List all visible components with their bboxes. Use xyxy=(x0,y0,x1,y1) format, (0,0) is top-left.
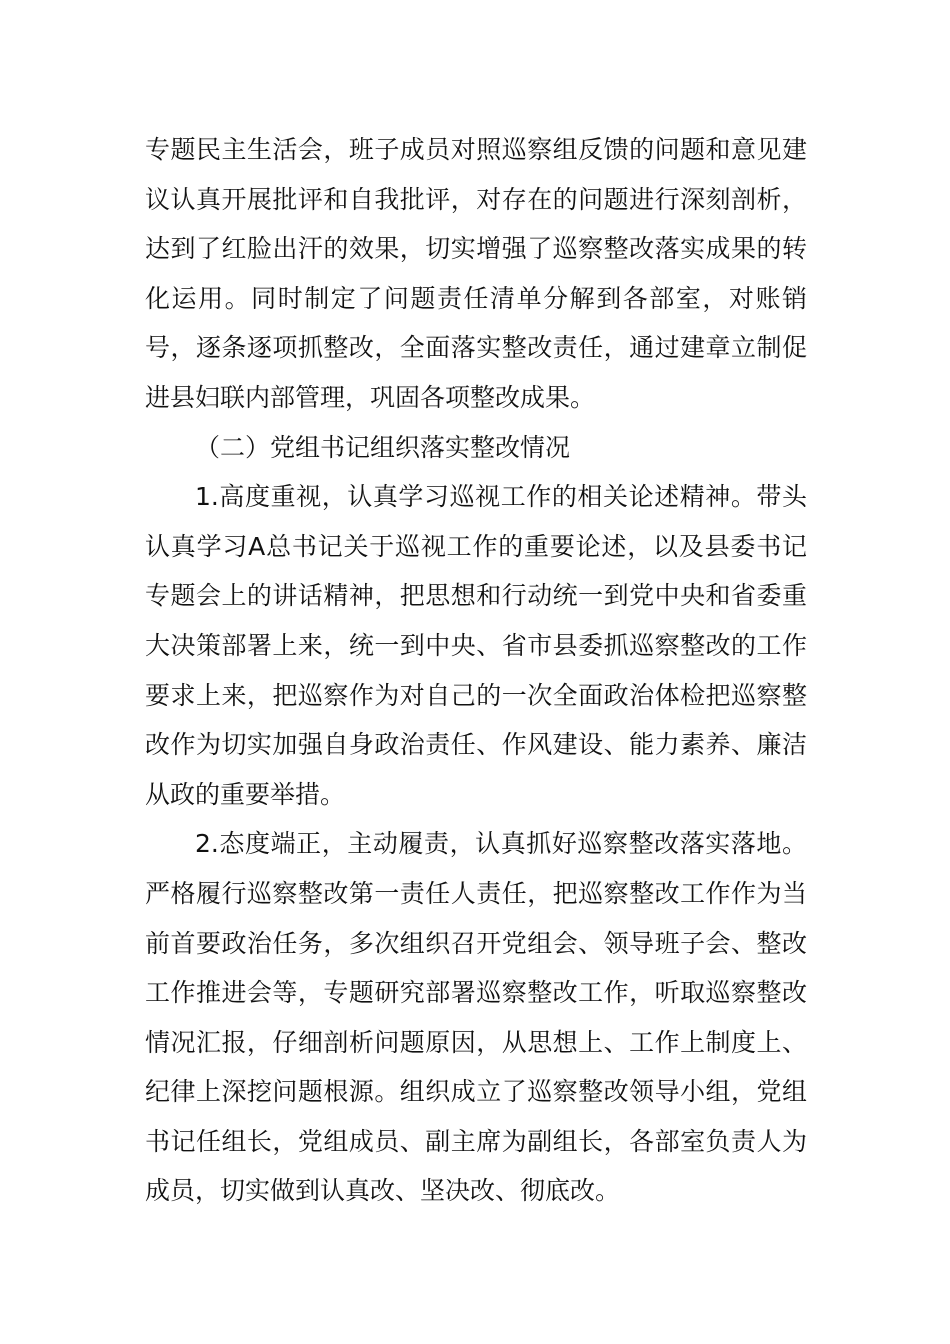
paragraph-item-2: 2.态度端正，主动履责，认真抓好巡察整改落实落地。严格履行巡察整改第一责任人责任，把巡察整改工作作为当前首要政治任务，多次组织召开党组会、领导班子会、整改工作推进会等，专题研究部署巡察整改工作，听取巡察整改情况汇报，仔细剖析问题原因，从思想上、工作上制度上、纪律上深挖问题根源。组织成立了巡察整改领导小组，党组书记任组长，党组成员、副主席为副组长，各部室负责人为成员，切实做到认真改、坚决改、彻底改。 xyxy=(145,829,807,1206)
section-heading: （二）党组书记组织落实整改情况 xyxy=(195,432,571,462)
paragraph-continuation: 专题民主生活会，班子成员对照巡察组反馈的问题和意见建议认真开展批评和自我批评，对存在的问题进行深刻剖析，达到了红脸出汗的效果，切实增强了巡察整改落实成果的转化运用。同时制定了问题责任清单分解到各部室，对账销号，逐条逐项抓整改，全面落实整改责任，通过建章立制促进县妇联内部管理，巩固各项整改成果。 xyxy=(145,135,807,412)
document-body xyxy=(145,125,807,1216)
paragraph-item-1: 1.高度重视，认真学习巡视工作的相关论述精神。带头认真学习A总书记关于巡视工作的重要论述，以及县委书记专题会上的讲话精神，把思想和行动统一到党中央和省委重大决策部署上来，统一到中央、省市县委抓巡察整改的工作要求上来，把巡察作为对自己的一次全面政治体检把巡察整改作为切实加强自身政治责任、作风建设、能力素养、廉洁从政的重要举措。 xyxy=(145,482,807,809)
